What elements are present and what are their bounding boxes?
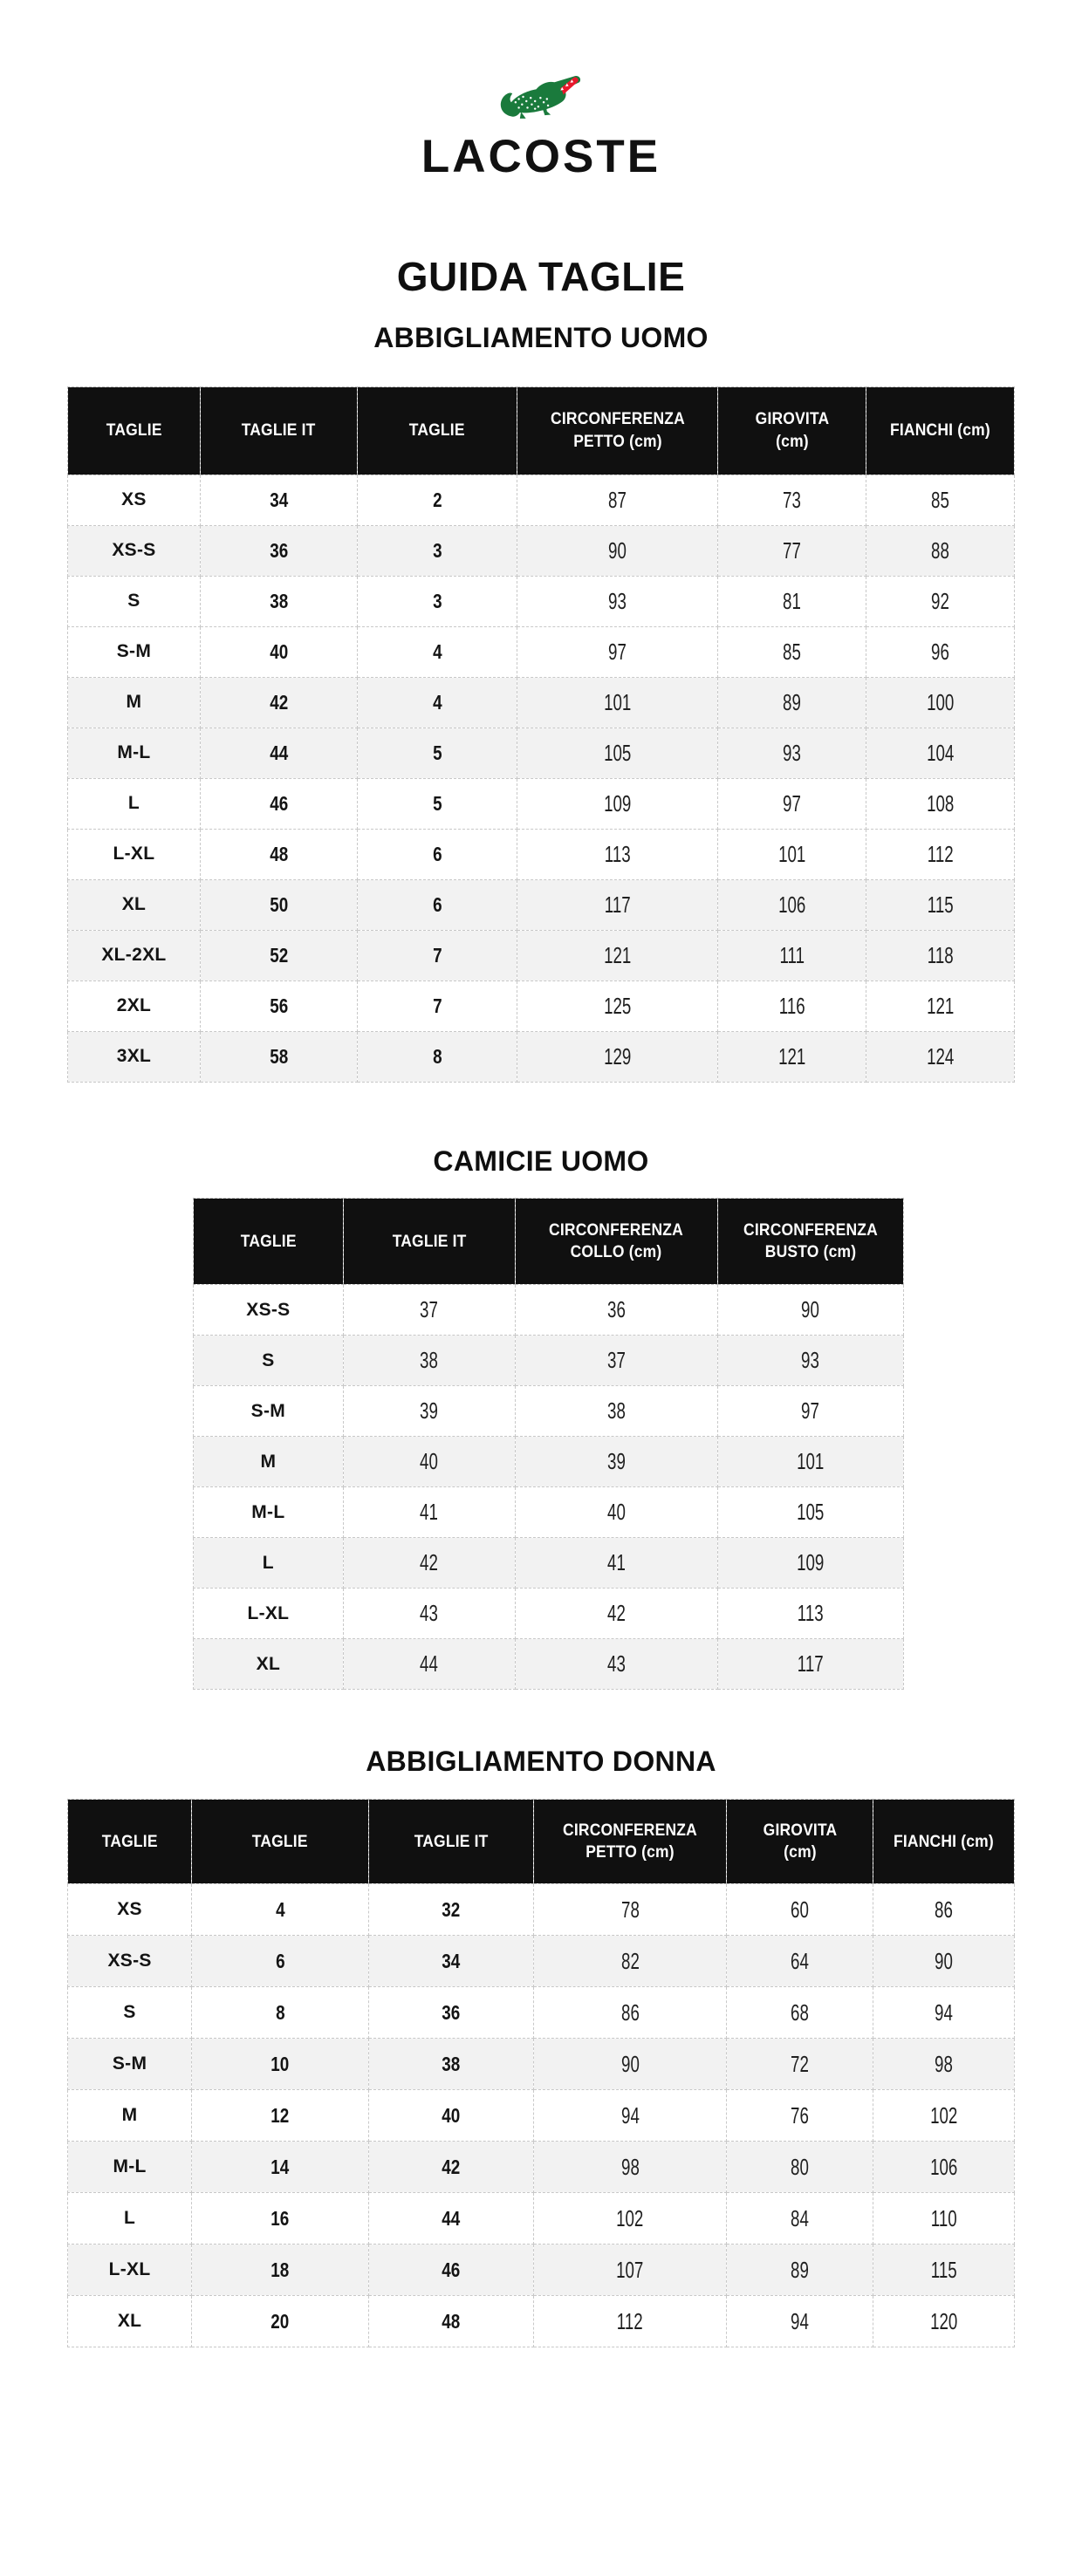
table-cell: 78	[533, 1884, 726, 1936]
table-cell: 97	[517, 626, 718, 677]
table-row	[194, 1437, 904, 1487]
crocodile-leg	[520, 112, 526, 118]
table-row	[194, 1487, 904, 1538]
header-row	[194, 1199, 904, 1285]
table-cell: 32	[369, 1884, 534, 1936]
table-cell: 102	[873, 2090, 1015, 2142]
table-cell: 90	[873, 1936, 1015, 1987]
table-row	[68, 626, 1015, 677]
table-cell: 115	[873, 2245, 1015, 2296]
table-cell: 38	[515, 1386, 717, 1437]
column-header: TAGLIE	[192, 1800, 369, 1884]
table-cell: S-M	[68, 626, 201, 677]
table-cell: 106	[718, 879, 866, 930]
table-cell: 41	[515, 1538, 717, 1589]
table-cell: 121	[718, 1031, 866, 1082]
table-cell: 73	[718, 475, 866, 525]
table-cell: 90	[517, 525, 718, 576]
section-title-camicie-uomo: CAMICIE UOMO	[433, 1145, 649, 1177]
table-cell: 52	[200, 930, 357, 981]
column-header: TAGLIE IT	[343, 1199, 515, 1285]
table-cell: 36	[515, 1285, 717, 1336]
header-row	[68, 386, 1015, 475]
table-row	[68, 576, 1015, 626]
table-cell: 36	[369, 1987, 534, 2039]
table-cell: 18	[192, 2245, 369, 2296]
column-header: TAGLIE IT	[369, 1800, 534, 1884]
size-table-abbigliamento-donna	[67, 1799, 1015, 2347]
table-cell: XL	[194, 1639, 344, 1690]
table-cell: 60	[727, 1884, 873, 1936]
table-cell: L	[194, 1538, 344, 1589]
table-cell: 6	[192, 1936, 369, 1987]
table-cell: 5	[358, 778, 517, 829]
table-row	[68, 2090, 1015, 2142]
table-cell: 84	[727, 2193, 873, 2245]
table-cell: 3XL	[68, 1031, 201, 1082]
table-cell: XS	[68, 475, 201, 525]
table-cell: 64	[727, 1936, 873, 1987]
table-cell: 5	[358, 728, 517, 778]
table-cell: 89	[718, 677, 866, 728]
table-cell: 58	[200, 1031, 357, 1082]
table-cell: 40	[515, 1487, 717, 1538]
table-row	[68, 525, 1015, 576]
table-cell: 85	[866, 475, 1014, 525]
table-cell: 105	[717, 1487, 903, 1538]
table-cell: 6	[358, 879, 517, 930]
table-cell: 109	[517, 778, 718, 829]
column-header: CIRCONFERENZA BUSTO (cm)	[717, 1199, 903, 1285]
column-header: CIRCONFERENZA COLLO (cm)	[515, 1199, 717, 1285]
brand-wordmark: LACOSTE	[421, 131, 661, 182]
table-cell: 39	[515, 1437, 717, 1487]
table-cell: XL-2XL	[68, 930, 201, 981]
table-cell: 38	[343, 1336, 515, 1386]
table-cell: 117	[717, 1639, 903, 1690]
table-cell: 40	[343, 1437, 515, 1487]
column-header: CIRCONFERENZA PETTO (cm)	[517, 386, 718, 475]
table-cell: 118	[866, 930, 1014, 981]
table-row	[68, 1936, 1015, 1987]
size-table-camicie-uomo	[193, 1198, 904, 1690]
column-header: GIROVITA (cm)	[718, 386, 866, 475]
table-cell: M-L	[68, 728, 201, 778]
table-cell: 42	[200, 677, 357, 728]
table-cell: 80	[727, 2142, 873, 2193]
table-cell: S	[68, 1987, 192, 2039]
table-cell: 56	[200, 981, 357, 1031]
table-cell: 14	[192, 2142, 369, 2193]
table-cell: 20	[192, 2296, 369, 2347]
table-row	[194, 1386, 904, 1437]
table-cell: 7	[358, 981, 517, 1031]
table-cell: 46	[369, 2245, 534, 2296]
table-cell: 86	[533, 1987, 726, 2039]
table-cell: M-L	[194, 1487, 344, 1538]
table-row	[68, 2142, 1015, 2193]
table-cell: 72	[727, 2039, 873, 2090]
column-header: TAGLIE	[68, 1800, 192, 1884]
table-cell: 77	[718, 525, 866, 576]
table-cell: 44	[200, 728, 357, 778]
table-cell: M	[68, 677, 201, 728]
crocodile-leg	[543, 108, 551, 115]
table-row	[68, 1987, 1015, 2039]
table-cell: 40	[200, 626, 357, 677]
table-cell: 111	[718, 930, 866, 981]
table-cell: 38	[200, 576, 357, 626]
column-header: TAGLIE IT	[200, 386, 357, 475]
column-header: GIROVITA (cm)	[727, 1800, 873, 1884]
column-header: TAGLIE	[68, 386, 201, 475]
table-cell: 48	[369, 2296, 534, 2347]
table-cell: 94	[727, 2296, 873, 2347]
table-cell: XL	[68, 2296, 192, 2347]
header-row	[68, 1800, 1015, 1884]
table-cell: L-XL	[194, 1589, 344, 1639]
table-cell: 8	[192, 1987, 369, 2039]
table-cell: 8	[358, 1031, 517, 1082]
table-row	[68, 2245, 1015, 2296]
table-cell: 42	[369, 2142, 534, 2193]
table-cell: 42	[515, 1589, 717, 1639]
section-title-abbigliamento-donna: ABBIGLIAMENTO DONNA	[366, 1746, 716, 1778]
table-cell: 37	[515, 1336, 717, 1386]
table-cell: 68	[727, 1987, 873, 2039]
table-cell: 90	[717, 1285, 903, 1336]
table-cell: L-XL	[68, 2245, 192, 2296]
table-cell: 97	[717, 1386, 903, 1437]
table-cell: 2	[358, 475, 517, 525]
table-row	[68, 930, 1015, 981]
table-cell: S-M	[68, 2039, 192, 2090]
table-cell: 116	[718, 981, 866, 1031]
table-cell: 106	[873, 2142, 1015, 2193]
column-header: FIANCHI (cm)	[866, 386, 1014, 475]
table-cell: 129	[517, 1031, 718, 1082]
table-cell: 36	[200, 525, 357, 576]
table-cell: 46	[200, 778, 357, 829]
table-cell: 90	[533, 2039, 726, 2090]
table-cell: 94	[873, 1987, 1015, 2039]
table-cell: 121	[517, 930, 718, 981]
table-row	[194, 1285, 904, 1336]
table-cell: 88	[866, 525, 1014, 576]
table-cell: 40	[369, 2090, 534, 2142]
table-cell: XS-S	[194, 1285, 344, 1336]
table-cell: 98	[873, 2039, 1015, 2090]
table-cell: 124	[866, 1031, 1014, 1082]
size-table-abbigliamento-uomo	[67, 386, 1015, 1083]
table-row	[68, 677, 1015, 728]
table-cell: 16	[192, 2193, 369, 2245]
column-header: TAGLIE	[194, 1199, 344, 1285]
table-cell: 85	[718, 626, 866, 677]
table-cell: 44	[343, 1639, 515, 1690]
table-cell: 87	[517, 475, 718, 525]
table-cell: 2XL	[68, 981, 201, 1031]
table-cell: 34	[369, 1936, 534, 1987]
table-cell: 112	[866, 829, 1014, 879]
table-row	[194, 1639, 904, 1690]
brand-logo-block	[0, 0, 1082, 180]
table-row	[68, 2296, 1015, 2347]
table-cell: 82	[533, 1936, 726, 1987]
table-row	[68, 981, 1015, 1031]
table-cell: 44	[369, 2193, 534, 2245]
table-cell: 42	[343, 1538, 515, 1589]
section-title-abbigliamento-uomo: ABBIGLIAMENTO UOMO	[373, 321, 709, 353]
table-cell: M	[194, 1437, 344, 1487]
table-row	[68, 778, 1015, 829]
table-row	[68, 879, 1015, 930]
table-cell: S-M	[194, 1386, 344, 1437]
table-cell: 125	[517, 981, 718, 1031]
table-cell: 93	[517, 576, 718, 626]
table-row	[194, 1336, 904, 1386]
table-cell: L	[68, 778, 201, 829]
table-cell: XS-S	[68, 525, 201, 576]
table-cell: L	[68, 2193, 192, 2245]
table-row	[68, 475, 1015, 525]
table-cell: 12	[192, 2090, 369, 2142]
table-cell: 101	[717, 1437, 903, 1487]
table-cell: 102	[533, 2193, 726, 2245]
table-cell: M	[68, 2090, 192, 2142]
page-title: GUIDA TAGLIE	[396, 254, 686, 299]
table-cell: 108	[866, 778, 1014, 829]
table-cell: 10	[192, 2039, 369, 2090]
table-cell: 39	[343, 1386, 515, 1437]
table-cell: 89	[727, 2245, 873, 2296]
table-cell: 100	[866, 677, 1014, 728]
table-cell: 113	[717, 1589, 903, 1639]
table-cell: 96	[866, 626, 1014, 677]
table-cell: 4	[192, 1884, 369, 1936]
table-cell: 110	[873, 2193, 1015, 2245]
table-cell: XL	[68, 879, 201, 930]
table-cell: 101	[517, 677, 718, 728]
table-row	[68, 1031, 1015, 1082]
table-cell: L-XL	[68, 829, 201, 879]
table-cell: M-L	[68, 2142, 192, 2193]
table-cell: 86	[873, 1884, 1015, 1936]
table-cell: 121	[866, 981, 1014, 1031]
table-row	[68, 829, 1015, 879]
table-cell: 107	[533, 2245, 726, 2296]
table-row	[194, 1589, 904, 1639]
table-row	[68, 1884, 1015, 1936]
table-cell: 41	[343, 1487, 515, 1538]
table-cell: 92	[866, 576, 1014, 626]
table-cell: 3	[358, 525, 517, 576]
table-row	[194, 1538, 904, 1589]
column-header: CIRCONFERENZA PETTO (cm)	[533, 1800, 726, 1884]
table-cell: 6	[358, 829, 517, 879]
table-cell: 43	[343, 1589, 515, 1639]
table-cell: 97	[718, 778, 866, 829]
table-cell: 50	[200, 879, 357, 930]
table-cell: 104	[866, 728, 1014, 778]
table-cell: 93	[717, 1336, 903, 1386]
table-cell: 38	[369, 2039, 534, 2090]
table-row	[68, 2193, 1015, 2245]
table-cell: S	[68, 576, 201, 626]
table-cell: 93	[718, 728, 866, 778]
table-cell: 112	[533, 2296, 726, 2347]
table-cell: 81	[718, 576, 866, 626]
table-cell: 120	[873, 2296, 1015, 2347]
column-header: FIANCHI (cm)	[873, 1800, 1015, 1884]
table-cell: 43	[515, 1639, 717, 1690]
column-header: TAGLIE	[358, 386, 517, 475]
table-row	[68, 728, 1015, 778]
table-cell: 113	[517, 829, 718, 879]
table-cell: XS	[68, 1884, 192, 1936]
table-cell: 117	[517, 879, 718, 930]
lacoste-crocodile-icon	[495, 74, 587, 128]
table-cell: 105	[517, 728, 718, 778]
table-cell: 101	[718, 829, 866, 879]
table-cell: S	[194, 1336, 344, 1386]
table-cell: 94	[533, 2090, 726, 2142]
table-cell: 34	[200, 475, 357, 525]
table-row	[68, 2039, 1015, 2090]
table-cell: 98	[533, 2142, 726, 2193]
table-cell: 109	[717, 1538, 903, 1589]
table-cell: 3	[358, 576, 517, 626]
table-cell: 37	[343, 1285, 515, 1336]
table-cell: 4	[358, 677, 517, 728]
table-cell: 4	[358, 626, 517, 677]
table-cell: 115	[866, 879, 1014, 930]
table-cell: 48	[200, 829, 357, 879]
table-cell: XS-S	[68, 1936, 192, 1987]
table-cell: 76	[727, 2090, 873, 2142]
table-cell: 7	[358, 930, 517, 981]
